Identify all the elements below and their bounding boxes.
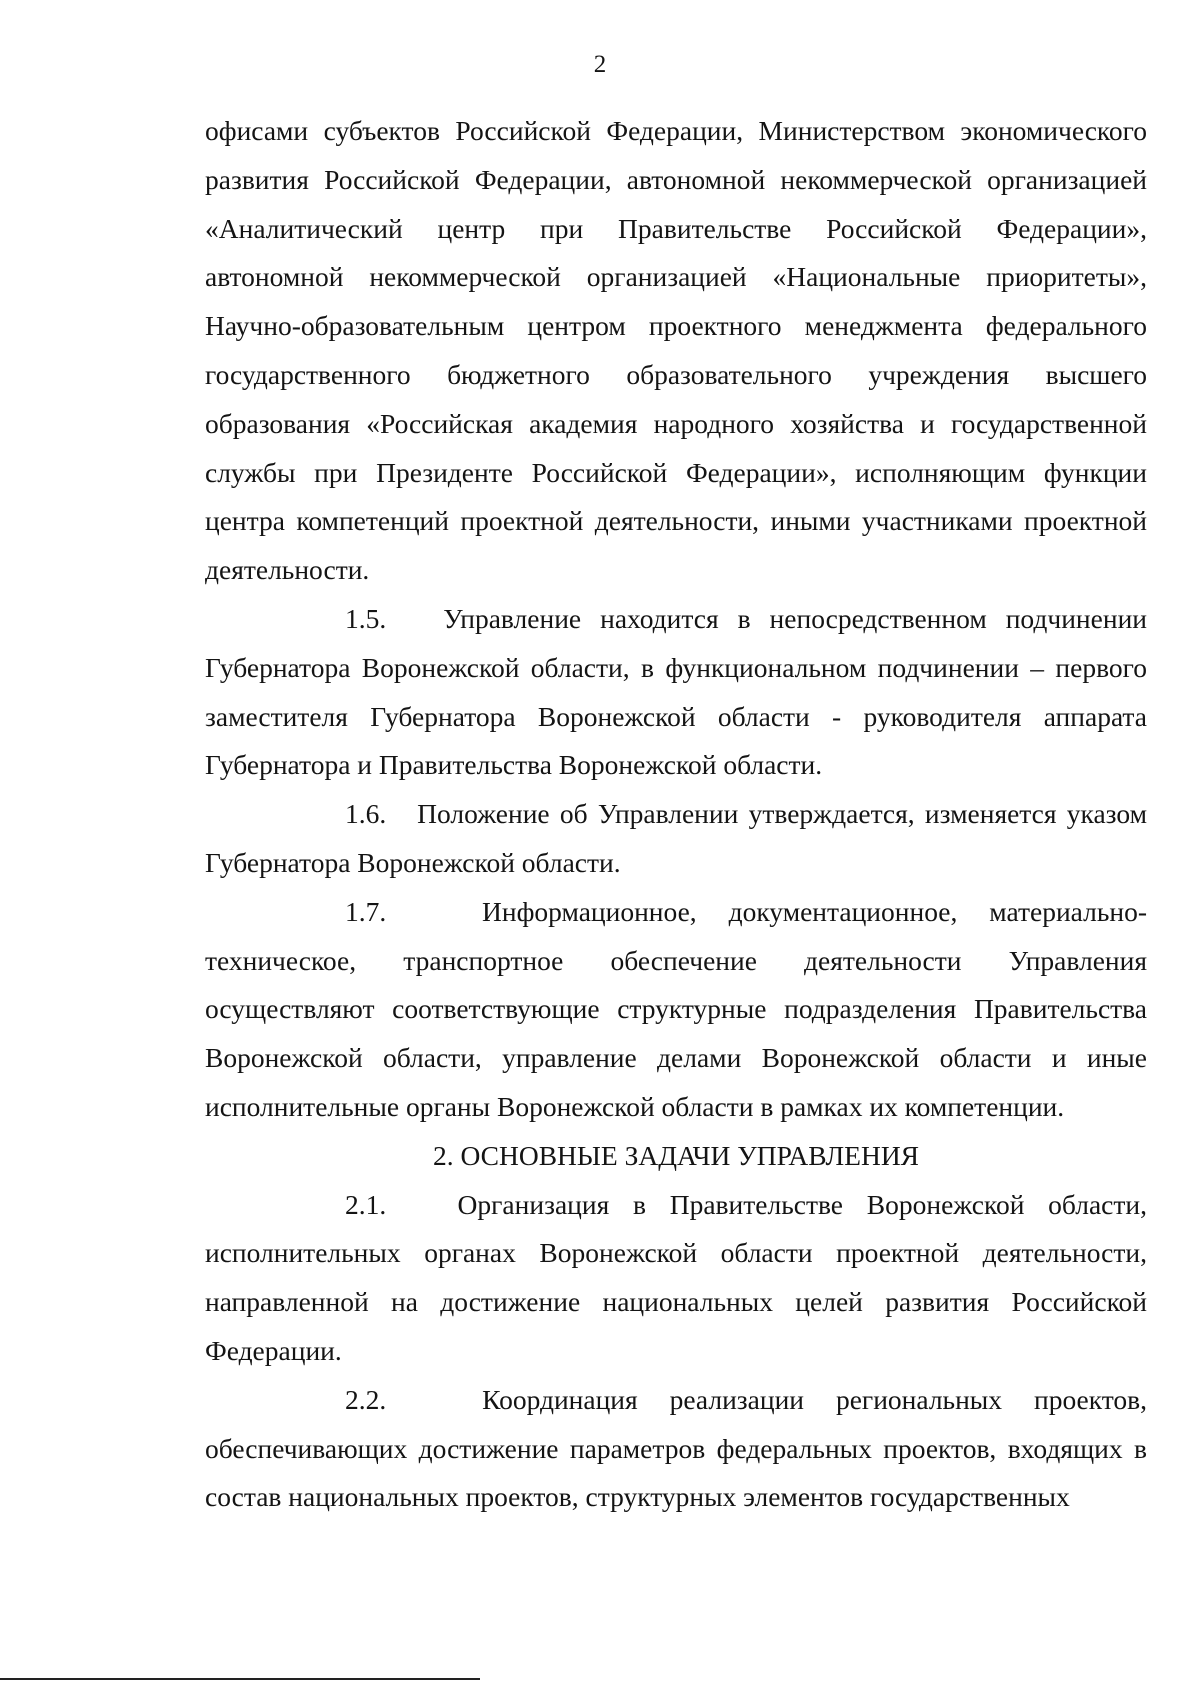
clause-number: 2.2. [345,1383,387,1415]
paragraph-1-5 [205,595,1147,790]
section-heading: 2. ОСНОВНЫЕ ЗАДАЧИ УПРАВЛЕНИЯ [432,1139,920,1171]
paragraph-2-1 [205,1181,1147,1376]
clause-text: Управление находится в непосредственном подчинении Губернатора Воронежской области, в функциональном подчинении – первого заместителя Губернатора Воронежской области - руководителя аппарата Губернатора и Правительства Воронежской области. [205,602,1147,781]
clause-number: 2.1. [345,1188,387,1220]
clause-text: Организация в Правительстве Воронежской области, исполнительных органах Воронежской области проектной деятельности, направленной на достижение национальных целей развития Российской Федерации. [205,1188,1147,1366]
footnote-separator [0,1678,480,1680]
paragraph-continuation: офисами субъектов Российской Федерации, Министерством экономического развития Российской Федерации, автономной некоммерческой организацией «Аналитический центр при Правительстве Российской Федерации», автономной некоммерческой организацией «Национальные приоритеты», Научно-образовательным центром проектного менеджмента федерального государственного бюджетного образовательного учреждения высшего образования «Российская академия народного хозяйства и государственной службы при Президенте Российской Федерации», исполняющим функции центра компетенций проектной деятельности, иными участниками проектной деятельности. [205,115,1147,586]
clause-number: 1.5. [345,602,387,634]
page-number: 2 [593,51,607,78]
clause-text: Положение об Управлении утверждается, изменяется указом Губернатора Воронежской области. [205,798,1148,878]
paragraph-2-2 [205,1376,1147,1522]
clause-number: 1.7. [345,895,387,927]
clause-text: Координация реализации региональных проектов, обеспечивающих достижение параметров федеральных проектов, входящих в состав национальных проектов, структурных элементов государственных [205,1383,1147,1513]
clause-number: 1.6. [345,798,387,830]
paragraph-1-6 [205,790,1147,888]
clause-text: Информационное, документационное, материально-техническое, транспортное обеспечение деятельности Управления осуществляют соответствующие структурные подразделения Правительства Воронежской области, управление делами Воронежской области и иные исполнительные органы Воронежской области в рамках их компетенции. [205,895,1148,1122]
paragraph-1-7 [205,888,1147,1132]
document-body [205,107,1147,1522]
